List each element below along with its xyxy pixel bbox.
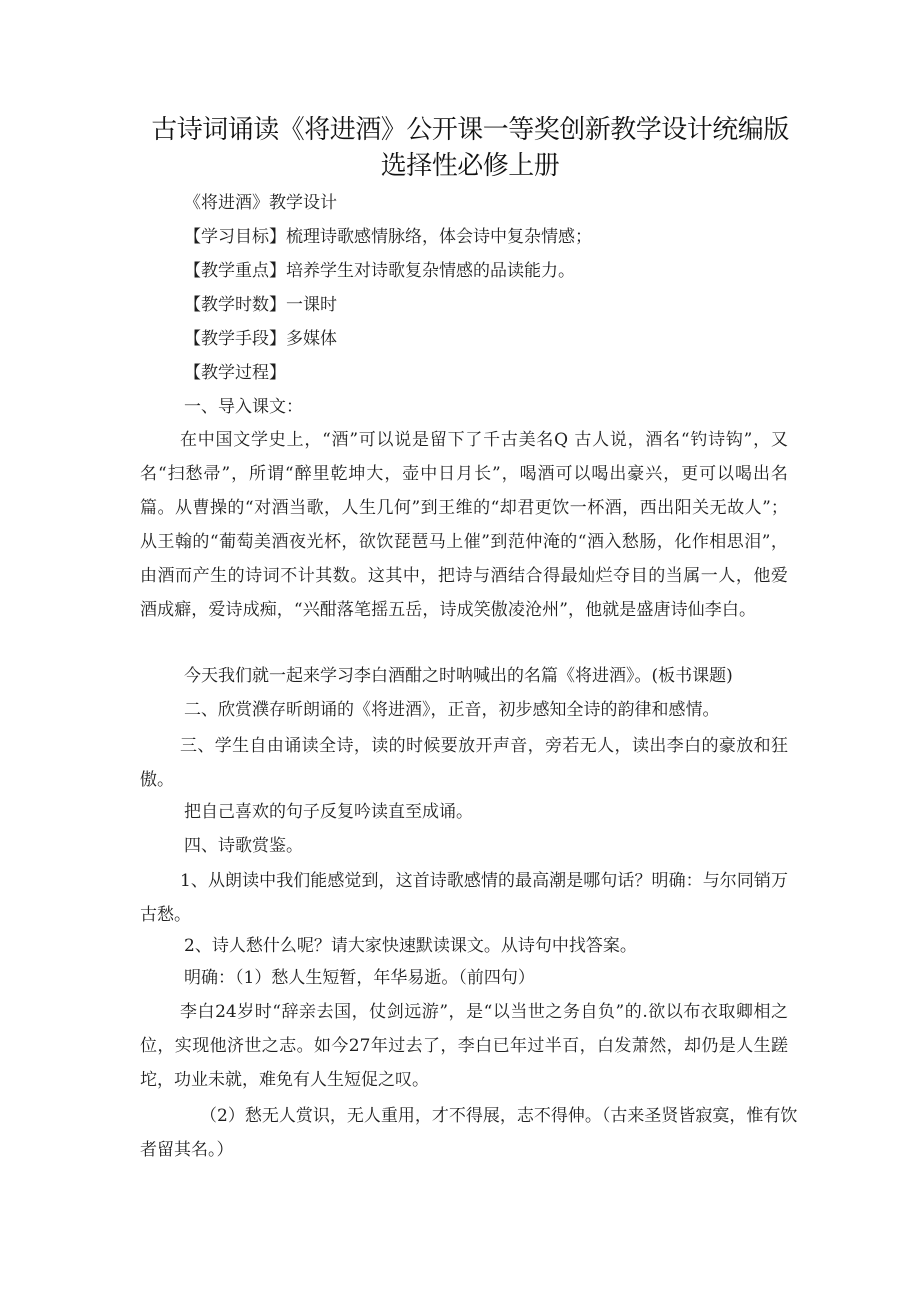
today-paragraph: 今天我们就一起来学习李白酒酣之时呐喊出的名篇《将进酒》。(板书课题) [184, 666, 733, 686]
step-two: 二、欣赏濮存昕朗诵的《将进酒》，正音，初步感知全诗的韵律和感情。 [184, 700, 720, 720]
step-four-heading: 四、诗歌赏鉴。 [184, 836, 303, 856]
li-bai-paragraph: 李白24岁时“辞亲去国，仗剑远游”，是“以当世之务自负”的.欲以布衣取卿相之位，实现他济世之志。如今27年过去了，李白已年过半百，白发萧然，却仍是人生蹉坨，功业未就，难免有人生短促之叹。 [140, 1002, 788, 1090]
answer-two: （2）愁无人赏识，无人重用，才不得展，志不得伸。（古来圣贤皆寂寞，惟有饮者留其名。） [140, 1106, 798, 1160]
intro-paragraph: 在中国文学史上，“酒”可以说是留下了千古美名Q 古人说，酒名“钓诗钩”，又名“扫愁帚”，所谓“醉里乾坤大，壶中日月长”，喝酒可以喝出豪兴，更可以喝出名篇。从曹操的“对酒当歌，人生几何”到王维的“却君更饮一杯酒，西出阳关无故人”；从王翰的“葡萄美酒夜光杯，欲饮琵琶马上催”到范仲淹的“酒入愁肠，化作相思泪”，由酒而产生的诗词不计其数。这其中，把诗与酒结合得最灿烂夺目的当属一人，他爱酒成癖，爱诗成痴，“兴酣落笔摇五岳，诗成笑傲凌沧州”，他就是盛唐诗仙李白。 [140, 430, 788, 620]
step-three: 三、学生自由诵读全诗，读的时候要放开声音，旁若无人，读出李白的豪放和狂傲。 [140, 736, 788, 790]
answer-one: 明确：（1）愁人生短暂，年华易逝。（前四句） [184, 968, 535, 988]
teaching-process-heading: 【教学过程】 [184, 363, 286, 383]
lesson-plan-subtitle: 《将进酒》教学设计 [184, 193, 337, 213]
question-one: 1、从朗读中我们能感觉到，这首诗歌感情的最高潮是哪句话？明确：与尔同销万古愁。 [140, 871, 788, 925]
learning-goal: 【学习目标】梳理诗歌感情脉络，体会诗中复杂情感； [184, 227, 592, 247]
question-two: 2、诗人愁什么呢？请大家快速默读课文。从诗句中找答案。 [184, 936, 637, 956]
teaching-means: 【教学手段】多媒体 [184, 329, 337, 349]
recite-instruction: 把自己喜欢的句子反复吟读直至成诵。 [184, 802, 473, 822]
step-one-heading: 一、导入课文： [184, 397, 303, 417]
teaching-focus: 【教学重点】培养学生对诗歌复杂情感的品读能力。 [184, 261, 575, 281]
teaching-hours: 【教学时数】一课时 [184, 295, 337, 315]
document-title: 古诗词诵读《将进酒》公开课一等奖创新教学设计统编版选择性必修上册 [151, 115, 789, 181]
